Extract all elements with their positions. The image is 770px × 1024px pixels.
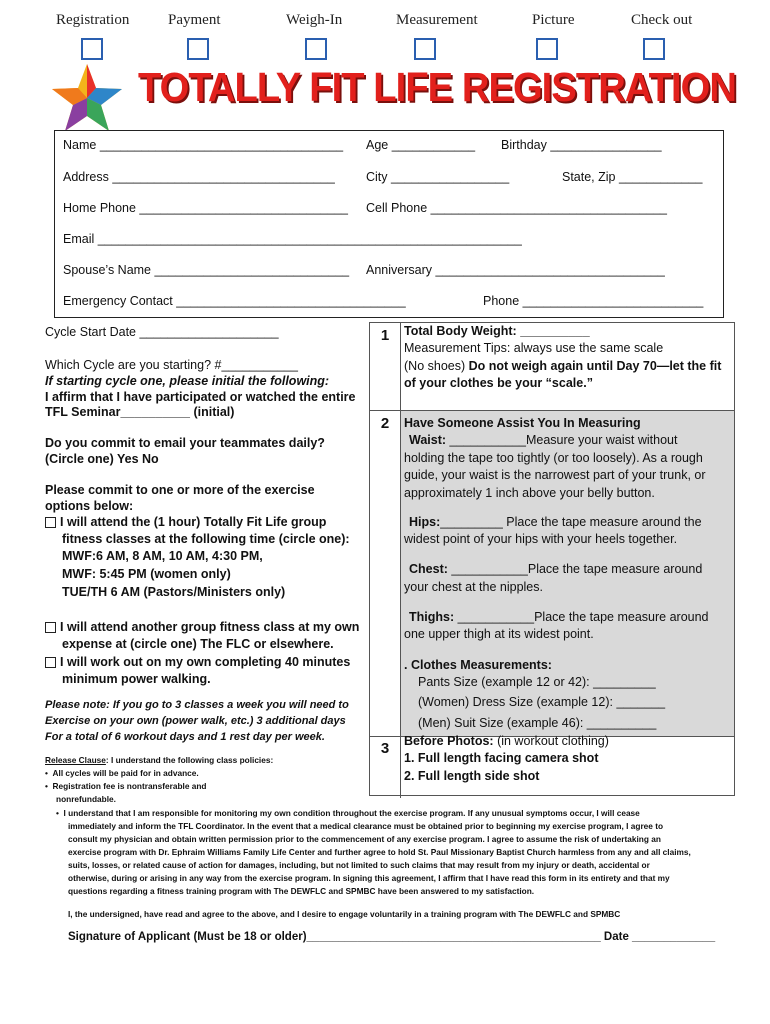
thighs-field[interactable]: Thighs: ___________Place the tape measure around bbox=[409, 610, 709, 624]
option-1-line-3[interactable]: MWF:6 AM, 8 AM, 10 AM, 4:30 PM, bbox=[62, 549, 263, 563]
spouse-name-field[interactable]: Spouse’s Name ____________________________ bbox=[63, 263, 350, 277]
total-body-weight-field[interactable]: Total Body Weight: __________ bbox=[404, 324, 590, 338]
fine-print-line-5: suits, losses, or related cause of action for damages, including, but not limited to such claims that may result from my injury or death, accidental or bbox=[68, 860, 650, 870]
release-clause-heading: Release Clause bbox=[45, 755, 106, 765]
thighs-desc: one upper thigh at its widest point. bbox=[404, 627, 594, 641]
check-out-checkbox[interactable] bbox=[643, 38, 665, 60]
measurement-tips: Measurement Tips: always use the same scale bbox=[404, 341, 664, 355]
row-number-3: 3 bbox=[370, 737, 401, 798]
option-2-line-1[interactable]: I will attend another group fitness class at my own bbox=[45, 619, 359, 636]
option-1-line-5[interactable]: TUE/TH 6 AM (Pastors/Ministers only) bbox=[62, 585, 286, 599]
waist-desc-1: holding the tape too tightly (or too loosely). As a rough bbox=[404, 451, 703, 465]
name-field[interactable]: Name ___________________________________ bbox=[63, 138, 344, 152]
address-field[interactable]: Address ________________________________ bbox=[63, 170, 335, 184]
option-2-checkbox[interactable] bbox=[45, 622, 56, 633]
note-line-2: Exercise on your own (power walk, etc.) 3 additional days bbox=[45, 715, 346, 727]
step-label-weigh-in: Weigh-In bbox=[286, 12, 343, 28]
step-label-registration: Registration bbox=[56, 12, 130, 28]
chest-field[interactable]: Chest: ___________Place the tape measure around bbox=[409, 562, 703, 576]
commit-email-question: Do you commit to email your teammates daily? bbox=[45, 436, 325, 450]
fine-print-line-6: otherwise, during or arising in any way from the exercise program. In signing this agreement, I affirm that I have read this form in its entirety and that my bbox=[68, 873, 670, 883]
step-label-payment: Payment bbox=[168, 12, 221, 28]
which-cycle-field[interactable]: Which Cycle are you starting? #___________ bbox=[45, 358, 298, 372]
age-field[interactable]: Age ____________ bbox=[366, 138, 476, 152]
dress-size-field[interactable]: (Women) Dress Size (example 12): _______ bbox=[418, 695, 666, 709]
measuring-heading: Have Someone Assist You In Measuring bbox=[404, 416, 641, 430]
agreement-statement: I, the undersigned, have read and agree to the above, and I desire to engage voluntarily in a training program with The DEWFLC and SPMBC bbox=[68, 909, 621, 919]
row-number-1: 1 bbox=[370, 323, 401, 414]
affirm-line-1: I affirm that I have participated or watched the entire bbox=[45, 390, 356, 404]
fine-print-line-1: • I understand that I am responsible for monitoring my own condition throughout the exercise program. If any unusual symptoms occur, I will cease bbox=[56, 808, 640, 818]
option-1-checkbox[interactable] bbox=[45, 517, 56, 528]
photo-side: 2. Full length side shot bbox=[404, 769, 540, 783]
commit-exercise-line-2: options below: bbox=[45, 499, 134, 513]
initial-instruction: If starting cycle one, please initial the following: bbox=[45, 374, 330, 388]
waist-desc-3: approximately 1 inch above your belly button. bbox=[404, 486, 655, 500]
city-field[interactable]: City _________________ bbox=[366, 170, 510, 184]
state-zip-field[interactable]: State, Zip ____________ bbox=[562, 170, 703, 184]
cycle-start-date-field[interactable]: Cycle Start Date ____________________ bbox=[45, 325, 279, 339]
step-label-picture: Picture bbox=[532, 12, 575, 28]
hips-field[interactable]: Hips:_________ Place the tape measure around the bbox=[409, 515, 702, 529]
personal-info-box bbox=[54, 130, 724, 318]
before-photos-heading: Before Photos: (in workout clothing) bbox=[404, 734, 609, 748]
option-2-line-2: expense at (circle one) The FLC or elsewhere. bbox=[62, 637, 334, 651]
affirm-line-2[interactable]: TFL Seminar__________ (initial) bbox=[45, 405, 235, 419]
fine-print-line-3: consult my physician and obtain written permission prior to the commencement of any exercise program. I agree to assume the risk of undertaking an bbox=[68, 834, 661, 844]
option-1-line-1[interactable]: I will attend the (1 hour) Totally Fit Life group bbox=[45, 514, 326, 531]
step-label-measurement: Measurement bbox=[396, 12, 478, 28]
note-line-1: Please note: If you go to 3 classes a week you will need to bbox=[45, 699, 349, 711]
release-bullet-1: • All cycles will be paid for in advance. bbox=[45, 768, 199, 778]
registration-checkbox[interactable] bbox=[81, 38, 103, 60]
grid-divider-1 bbox=[370, 410, 734, 411]
page-title: TOTALLY FIT LIFE REGISTRATION bbox=[138, 64, 736, 110]
commit-exercise-line-1: Please commit to one or more of the exercise bbox=[45, 483, 315, 497]
pants-size-field[interactable]: Pants Size (example 12 or 42): _________ bbox=[418, 675, 656, 689]
waist-desc-2: guide, your waist is the narrowest part of your trunk, or bbox=[404, 468, 706, 482]
weigh-in-checkbox[interactable] bbox=[305, 38, 327, 60]
picture-checkbox[interactable] bbox=[536, 38, 558, 60]
option-3-checkbox[interactable] bbox=[45, 657, 56, 668]
row-number-2: 2 bbox=[370, 411, 401, 740]
measurement-checkbox[interactable] bbox=[414, 38, 436, 60]
fine-print-line-4: exercise program with Dr. Ephraim Williams Family Life Center and further agree to hold St. Paul Missionary Baptist Church harmless from any and all claims, bbox=[68, 847, 691, 857]
home-phone-field[interactable]: Home Phone ______________________________ bbox=[63, 201, 348, 215]
option-3-line-2: minimum power walking. bbox=[62, 672, 211, 686]
waist-field[interactable]: Waist: ___________Measure your waist without bbox=[409, 433, 678, 447]
no-shoes-note: (No shoes) Do not weigh again until Day 70—let the fit bbox=[404, 359, 722, 373]
release-bullet-2: • Registration fee is nontransferable and bbox=[45, 781, 207, 791]
step-label-check-out: Check out bbox=[631, 12, 693, 28]
birthday-field[interactable]: Birthday ________________ bbox=[501, 138, 662, 152]
hips-desc: widest point of your hips with your heels together. bbox=[404, 532, 678, 546]
fit-scale-note: of your clothes be your “scale.” bbox=[404, 376, 593, 390]
cell-phone-field[interactable]: Cell Phone __________________________________ bbox=[366, 201, 667, 215]
clothes-measurements-heading: . Clothes Measurements: bbox=[404, 658, 552, 672]
emergency-contact-field[interactable]: Emergency Contact _________________________________ bbox=[63, 294, 406, 308]
fine-print-line-7: questions regarding a fitness training program with The DEWFLC and SPMBC have been answered to my satisfaction. bbox=[68, 886, 535, 896]
release-clause bbox=[45, 754, 273, 767]
release-bullet-2-cont: nonrefundable. bbox=[56, 794, 116, 804]
option-1-line-2: fitness classes at the following time (circle one): bbox=[62, 532, 350, 546]
email-field[interactable]: Email _____________________________________________________________ bbox=[63, 232, 522, 246]
anniversary-field[interactable]: Anniversary _________________________________ bbox=[366, 263, 665, 277]
note-line-3: For a total of 6 workout days and 1 rest day per week. bbox=[45, 731, 325, 743]
circle-yes-no[interactable]: (Circle one) Yes No bbox=[45, 452, 159, 466]
option-1-line-4[interactable]: MWF: 5:45 PM (women only) bbox=[62, 567, 231, 581]
signature-line[interactable]: Signature of Applicant (Must be 18 or older)______________________________________________ Date _____________ bbox=[68, 931, 716, 943]
release-clause-text: : I understand the following class policies: bbox=[105, 755, 274, 765]
suit-size-field[interactable]: (Men) Suit Size (example 46): __________ bbox=[418, 716, 657, 730]
option-3-line-1[interactable]: I will work out on my own completing 40 minutes bbox=[45, 654, 350, 671]
photo-facing-camera: 1. Full length facing camera shot bbox=[404, 751, 599, 765]
star-logo-icon bbox=[48, 62, 126, 134]
payment-checkbox[interactable] bbox=[187, 38, 209, 60]
fine-print-line-2: immediately and inform the TFL Coordinator. In the event that a medical clearance must be obtained prior to beginning my exercise program, I agree to bbox=[68, 821, 664, 831]
emergency-phone-field[interactable]: Phone __________________________ bbox=[483, 294, 704, 308]
chest-desc: your chest at the nipples. bbox=[404, 580, 543, 594]
